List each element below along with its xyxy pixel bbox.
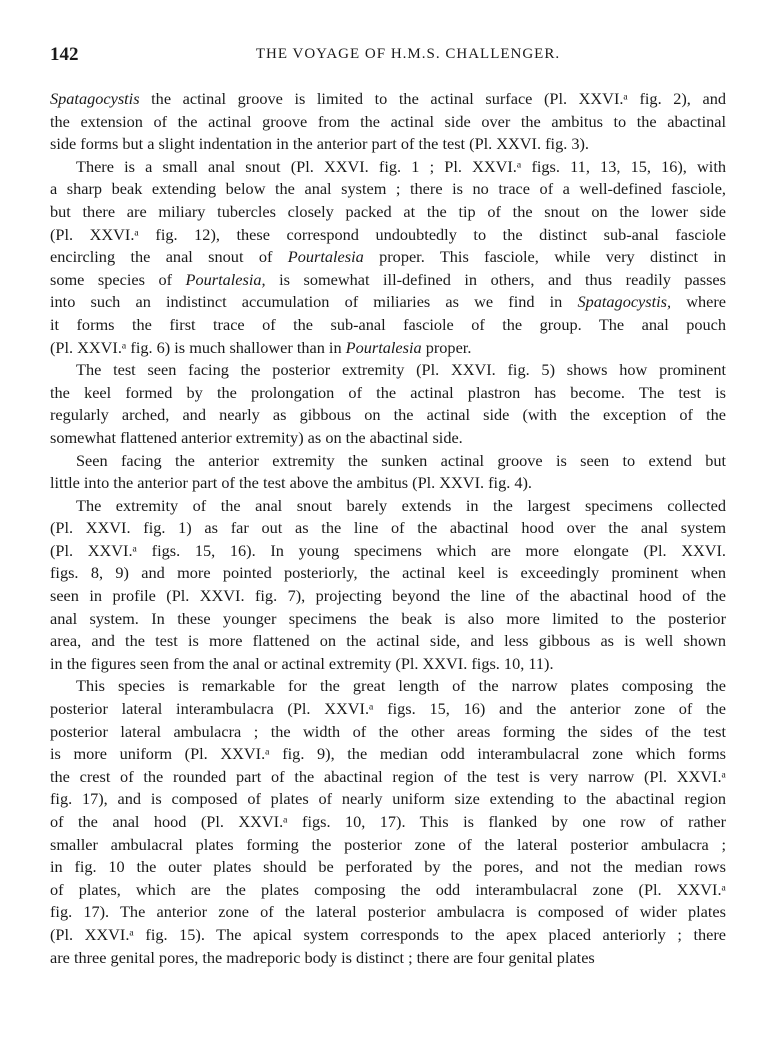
text-line: anal system. In these younger specimens the beak is also more limited to the posterior <box>50 608 726 628</box>
text-segment: the actinal groove is limited to the actinal surface (Pl. XXVI.ᵃ fig. 2), and <box>139 89 726 108</box>
italic-taxon: Spatagocystis, <box>577 292 672 312</box>
text-line: the keel formed by the prolongation of the actinal plastron has become. The test is <box>50 382 726 402</box>
text-line: is more uniform (Pl. XXVI.ᵃ fig. 9), the median odd interambulacral zone which forms <box>50 744 726 764</box>
text-line: seen in profile (Pl. XXVI. fig. 7), projecting beyond the line of the abactinal hood of the <box>50 586 726 606</box>
text-line: The extremity of the anal snout barely extends in the largest specimens collected <box>76 495 726 515</box>
text-segment: into such an indistinct accumulation of miliaries as we find in <box>50 292 578 312</box>
text-line: a sharp beak extending below the anal system ; there is no trace of a well-defined fasciole, <box>50 179 726 199</box>
text-line: Seen facing the anterior extremity the sunken actinal groove is seen to extend but <box>76 450 726 470</box>
text-line: little into the anterior part of the test above the ambitus (Pl. XXVI. fig. 4). <box>50 473 532 493</box>
text-line: There is a small anal snout (Pl. XXVI. fig. 1 ; Pl. XXVI.ᵃ figs. 11, 13, 15, 16), with <box>76 156 726 176</box>
text-line: (Pl. XXVI.ᵃ fig. 15). The apical system corresponds to the apex placed anteriorly ; there <box>50 924 726 944</box>
text-line <box>50 88 726 111</box>
text-line <box>50 269 726 292</box>
text-line: the extension of the actinal groove from the actinal side over the ambitus to the abactinal <box>50 111 726 131</box>
text-line: area, and the test is more flattened on the actinal side, and less gibbous as is well shown <box>50 631 726 651</box>
page-number: 142 <box>50 44 79 65</box>
text-line <box>50 291 726 314</box>
text-line: in the figures seen from the anal or actinal extremity (Pl. XXVI. figs. 10, 11). <box>50 653 554 673</box>
text-line: fig. 17). The anterior zone of the lateral posterior ambulacra is composed of wider plates <box>50 902 726 922</box>
text-line: posterior lateral interambulacra (Pl. XXVI.ᵃ figs. 15, 16) and the anterior zone of the <box>50 699 726 719</box>
text-segment: proper. <box>421 337 472 357</box>
text-segment: some species of <box>50 269 186 289</box>
text-line: of the anal hood (Pl. XXVI.ᵃ figs. 10, 17). This is flanked by one row of rather <box>50 812 726 831</box>
text-line: it forms the first trace of the sub-anal fasciole of the group. The anal pouch <box>50 314 726 334</box>
text-line: but there are miliary tubercles closely packed at the tip of the snout on the lower side <box>50 201 726 221</box>
italic-taxon: Pourtalesia <box>345 337 422 357</box>
text-segment: encircling the anal snout of <box>50 247 288 267</box>
text-line: in fig. 10 the outer plates should be perforated by the pores, and not the median rows <box>50 857 726 877</box>
text-line <box>50 337 726 360</box>
text-line: smaller ambulacral plates forming the posterior zone of the lateral posterior ambulacra ; <box>50 834 726 854</box>
text-line: fig. 17), and is composed of plates of nearly uniform size extending to the abactinal region <box>50 789 726 809</box>
text-line: The test seen facing the posterior extremity (Pl. XXVI. fig. 5) shows how prominent <box>76 360 726 380</box>
running-title: THE VOYAGE OF H.M.S. CHALLENGER. <box>255 46 561 62</box>
text-segment: is somewhat ill-defined in others, and thus readily passes <box>265 269 726 289</box>
text-segment: where <box>671 292 726 312</box>
text-line: the crest of the rounded part of the abactinal region of the test is very narrow (Pl. XXVI.ᵃ <box>50 766 726 786</box>
text-line: side forms but a slight indentation in the anterior part of the test (Pl. XXVI. fig. 3). <box>50 134 589 154</box>
italic-taxon: Pourtalesia, <box>185 269 266 289</box>
text-line: (Pl. XXVI.ᵃ fig. 12), these correspond undoubtedly to the distinct sub-anal fasciole <box>50 224 726 244</box>
italic-taxon: Spatagocystis <box>50 89 140 108</box>
text-line: figs. 8, 9) and more pointed posteriorly, the actinal keel is exceedingly prominent when <box>50 563 726 583</box>
text-line <box>50 246 726 269</box>
body-text <box>50 88 726 969</box>
text-line: somewhat flattened anterior extremity) as on the abactinal side. <box>50 427 463 447</box>
page-header <box>50 44 726 68</box>
text-line: (Pl. XXVI.ᵃ figs. 15, 16). In young specimens which are more elongate (Pl. XXVI. <box>50 540 726 560</box>
text-line: are three genital pores, the madreporic body is distinct ; there are four genital plates <box>50 947 595 967</box>
text-line: of plates, which are the plates composing the odd interambulacral zone (Pl. XXVI.ᵃ <box>50 879 726 899</box>
text-line: regularly arched, and nearly as gibbous on the actinal side (with the exception of the <box>50 405 726 425</box>
text-line: This species is remarkable for the great length of the narrow plates composing the <box>76 676 726 696</box>
text-segment: proper. This fasciole, while very distinct in <box>363 247 726 267</box>
text-segment: (Pl. XXVI.ᵃ fig. 6) is much shallower than in <box>50 337 346 357</box>
text-line: (Pl. XXVI. fig. 1) as far out as the line of the abactinal hood over the anal system <box>50 518 726 538</box>
italic-taxon: Pourtalesia <box>287 247 364 267</box>
text-line: posterior lateral ambulacra ; the width of the other areas forming the sides of the test <box>50 721 726 741</box>
